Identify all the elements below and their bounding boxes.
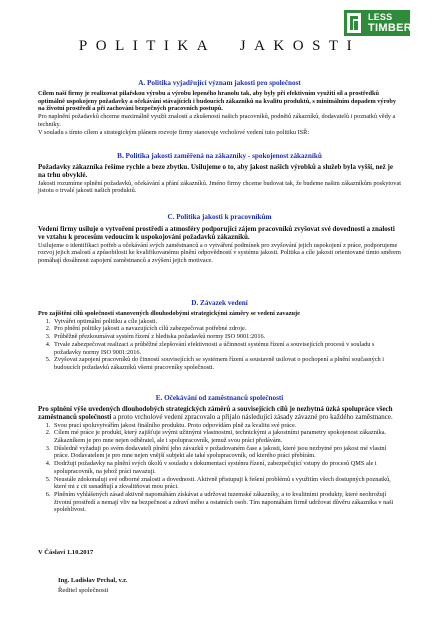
section-e-item: 3. Důsledně vyžaduji po svém dodavateli plnění jeho závazků v požadovaném čase a jakosti, které jsou nezbytné pro jakost mé vlastní práce. Dodavatelem je pro mne nejen vnější subjekt ale také spolupracovník, od kterého práci přebírám.	[52, 445, 402, 460]
place-date: V Čáslavi 1.10.2017	[38, 549, 94, 556]
logo-line1: LESS	[368, 12, 393, 22]
section-e-body	[38, 405, 402, 514]
section-e-item: 5. Neustále zdokonaluji své odborné znalosti a dovednosti. Aktivně přistupuji k řešení problémů s využitím všech dostupných poznatků, které mi z cit usnadňují a zkvalitňovat mou práci.	[52, 476, 402, 491]
section-e-heading: E. Očekávání od zaměstnanců společnosti	[155, 394, 284, 402]
section-e-list	[38, 422, 402, 514]
section-d-heading: D. Závazek vedení	[191, 299, 248, 307]
section-d-body	[38, 310, 402, 372]
signer-role: Ředitel společnosti	[58, 587, 109, 594]
signer-name: Ing. Ladislav Prchal, v.r.	[58, 577, 128, 584]
section-a-heading: A. Politika vyjadřující význam jakosti pro společnost	[138, 79, 301, 87]
section-e-item: 1. Svou prací spoluvytvářím jakost finálního produktu. Proto odpovídám plně za kvalitu své práce.	[52, 422, 402, 430]
section-b-heading: B. Politika jakosti zaměřená na zákazníky - spokojenost zákazníků	[117, 152, 322, 160]
section-b-lead: Požadavky zákazníka řešíme rychle a beze zbytku. Usilujeme o to, aby jakost našich výrobků a služeb byla vyšší, než je na trhu obvyklé.	[38, 163, 393, 180]
section-c-body	[38, 225, 402, 265]
section-e-item: 2. Cílem mé práce je produkt, který zajišťuje svými užitnými vlastnostmi, technickými a jakostními parametry spokojenost zákazníka. Zákazníkem je pro mne nejen odběratel, ale i spolupracovník, jemuž svou práci předávám.	[52, 429, 402, 444]
section-a-text1: Pro naplnění požadavků chceme maximálně využít znalostí a zkušeností našich pracovníků, podnětů zákazníků, dodavatelů i poznatků vědy a techniky.	[38, 113, 396, 128]
section-d-item: 3. Průběžně přezkoumávat systém řízení z hlediska požadavků normy ISO 9001:2016.	[52, 333, 402, 341]
section-a-goal: Cílem naší firmy je realizovat pilařskou výrobu a výrobu lepeného hranolu tak, aby byly při efektivním využití sil a prostředků optimálně uspokojeny požadavky a očekávání stávajících i budoucích zákazníků na kvalitu produktů, s minimálním dopadem výroby na životní prostředí a při zachování bezpečných pracovních postupů.	[38, 90, 397, 113]
section-d-item: 5. Zvyšovat zapojení pracovníků do činností souvisejících se systémem řízení a soustavně usilovat o pochopení a plnění současných i budoucích požadavků zákazníků všemi pracovníky společnosti.	[52, 356, 402, 371]
section-d-intro: Pro zajištění cílů společnosti stanovených dlouhodobými strategickými záměry se vedení zavazuje	[38, 310, 300, 317]
company-logo	[342, 7, 410, 41]
section-e-item: 4. Dodržuji požadavky na plnění svých úkolů v souladu s dokumentací systému řízení, zabezpečující vstupy do procesů QMS ale i spolupracovník, na jehož práci navazuji.	[52, 460, 402, 475]
section-d-item: 4. Trvale zabezpečovat realizaci a průběžné zlepšování efektivnosti a účinnosti systému řízení a souvisejících procesů v souladu s požadavky normy ISO 9001:2016.	[52, 341, 402, 356]
page-title: POLITIKA JAKOSTI	[78, 38, 361, 54]
logo-line2: TIMBER	[368, 22, 412, 34]
section-c-lead: Vedení firmy usiluje o vytvoření prostředí a atmosféry podporující zájem pracovníků zvyšovat své dovednosti a znalosti ve vztahu k procesům vedoucím k uspokojování požadavků zákazníků.	[38, 225, 395, 242]
section-e-lead-rest: a proto vrcholové vedení zpracovalo a přijalo následující zásady závazné pro každého zaměstnance.	[111, 413, 393, 422]
section-e-lead	[38, 405, 402, 422]
section-d-item: 1. Vytvářet optimální politiku a cíle jakosti.	[52, 318, 402, 326]
section-a-text2: V souladu s tímto cílem a strategickým plánem rozvoje firmy stanovuje vrcholové vedení tuto politiku ISŘ:	[38, 128, 310, 136]
section-e-lead-bold: Pro splnění výše uvedených dlouhodobých strategických záměrů a souvisejících cílů je nezbytná úzká spolupráce všech zaměstnanců společnosti	[38, 405, 393, 422]
section-b-body	[38, 163, 402, 195]
section-a-body	[38, 90, 402, 136]
section-e-item: 6. Plněním vyhlášených zásad aktivně napomáhám získávat a udržovat tuzemské zákazníky, a to kvalitními produkty, které neohrožují životní prostředí a nemají vliv na bezpečnost a zdraví mého a ostatních osob. Tím napomáhám firmě udržovat důvěru zákazníka v naši spolehlivost.	[52, 491, 402, 514]
section-d-list	[38, 318, 402, 372]
section-c-heading: C. Politika jakosti k pracovníkům	[167, 213, 272, 221]
section-b-text: Jakosti rozumíme splnění požadavků, očekávání a přání zákazníků. Jméno firmy chceme budovat tak, že budeme našim zákazníkům poskytovat jistotu o trvalé jakosti našich produktů.	[38, 179, 402, 195]
section-d-item: 2. Pro plnění politiky jakosti a navazujících cílů zabezpečovat potřebné zdroje.	[52, 325, 402, 333]
section-c-text: Usilujeme o identifikaci potřeb a očekávání svých zaměstnanců a o vytváření podmínek pro zvyšování jejich uspokojení z práce, podporujeme rozvoj jejich znalostí a způsobilosti ke kvalifikovanému plnění odpovědností v systému jakosti. Politika a cíle jakosti orientované tímto směrem pomáhají dosáhnout zapojení zaměstnanců a zvýšení jejich motivace.	[38, 241, 401, 264]
logo-wordmark	[368, 12, 412, 34]
